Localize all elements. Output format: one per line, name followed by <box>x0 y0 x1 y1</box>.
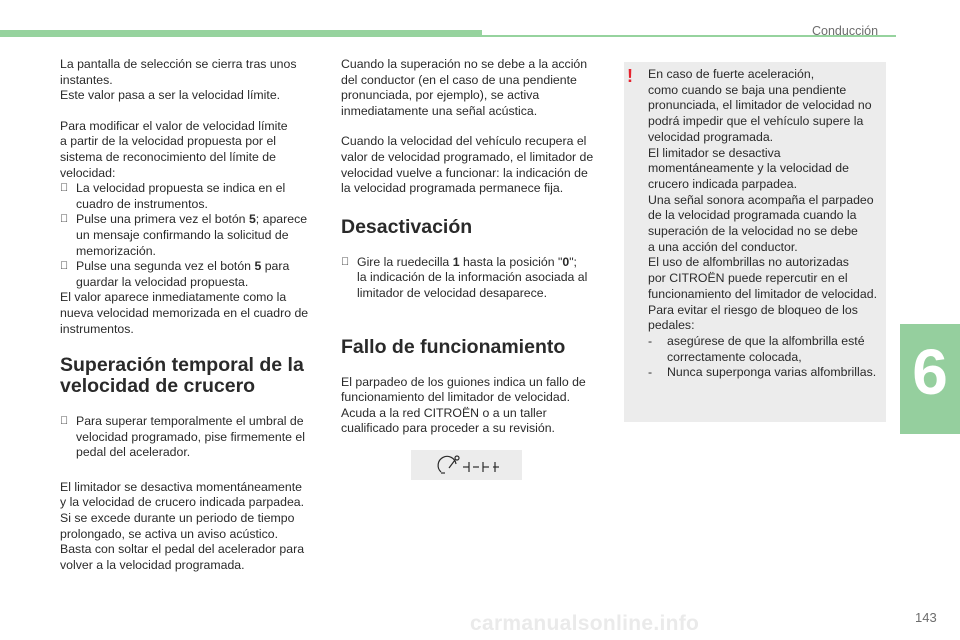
bullet-item: Pulse una segunda vez el botón 5 para guardar la velocidad propuesta. <box>60 259 312 290</box>
chapter-tab <box>900 324 960 434</box>
dash-marker: - <box>648 365 653 380</box>
speed-limiter-figure <box>411 450 522 480</box>
paragraph: El valor aparece inmediatamente como la nueva velocidad memorizada en el cuadro de instrumentos. <box>60 290 309 336</box>
warning-text <box>648 67 884 381</box>
paragraph: El limitador se desactiva momentáneamente y la velocidad de crucero indicada parpadea. Si se excede durante un periodo de tiempo prolongado, se activa un aviso acústico. Basta con soltar el pedal del acelerador para volver a la velocidad programada. <box>60 479 305 572</box>
bullet-item: Para superar temporalmente el umbral de velocidad programado, pise firmemente el pedal del acelerador. <box>60 414 312 461</box>
column-1 <box>60 57 312 573</box>
bullet-arrow-icon <box>60 259 76 290</box>
paragraph: Cuando la superación no se debe a la acción del conductor (en el caso de una pendiente pronunciada, por ejemplo), se activa inmediatamente una señal acústica. <box>341 57 588 118</box>
speed-limiter-dashes-icon <box>411 450 522 480</box>
bullet-arrow-icon <box>60 212 76 259</box>
bullet-arrow-icon <box>60 181 76 212</box>
section-title: Conducción <box>812 24 879 38</box>
dash-item: - asegúrese de que la alfombrilla esté correctamente colocada, <box>648 333 865 364</box>
watermark: carmanualsonline.info <box>470 612 700 635</box>
bullet-item: Pulse una primera vez el botón 5; aparece un mensaje confirmando la solicitud de memorización. <box>60 212 312 259</box>
section-heading: Fallo de funcionamiento <box>341 335 566 358</box>
section-heading: Superación temporal de la velocidad de crucero <box>60 354 304 398</box>
dash-item: - Nunca superponga varias alfombrillas. <box>648 365 877 380</box>
warning-paragraph: En caso de fuerte aceleración, como cuando se baja una pendiente pronunciada, el limitador de velocidad no podrá impedir que el vehículo supere la velocidad programada. El limitador se desactiva momentáneamente y la velocidad de crucero indicada parpadea. Una señal sonora acompaña el parpadeo de la velocidad programada cuando la superación de la velocidad no se debe a una acción del conductor. El uso de alfombrillas no autorizadas por CITROËN puede repercutir en el funcionamiento del limitador de velocidad. Para evitar el riesgo de bloqueo de los pedales: <box>648 67 877 333</box>
chapter-number: 6 <box>912 336 948 408</box>
bullet-item: Gire la ruedecilla 1 hasta la posición "0"; la indicación de la información asociada al limitador de velocidad desaparece. <box>341 255 606 302</box>
paragraph: El parpadeo de los guiones indica un fallo de funcionamiento del limitador de velocidad. Acuda a la red CITROËN o a un taller cualificado para proceder a su revisión. <box>341 374 586 436</box>
dash-marker: - <box>648 333 653 348</box>
bullet-item: La velocidad propuesta se indica en el cuadro de instrumentos. <box>60 181 312 212</box>
paragraph: La pantalla de selección se cierra tras unos instantes. Este valor pasa a ser la velocidad límite. <box>60 57 297 103</box>
section-heading: Desactivación <box>341 215 473 238</box>
page-number: 143 <box>915 610 937 625</box>
warning-icon: ! <box>627 66 633 86</box>
paragraph: Cuando la velocidad del vehículo recupera el valor de velocidad programado, el limitador de velocidad vuelve a funcionar: la indicación de la velocidad programada permanece fija. <box>341 134 594 196</box>
bullet-arrow-icon <box>341 255 357 302</box>
bullet-arrow-icon <box>60 414 76 461</box>
paragraph: Para modificar el valor de velocidad límite a partir de la velocidad propuesta por el sistema de reconocimiento del límite de velocidad: <box>60 118 288 180</box>
header-bar <box>0 30 482 37</box>
column-2 <box>341 57 606 437</box>
